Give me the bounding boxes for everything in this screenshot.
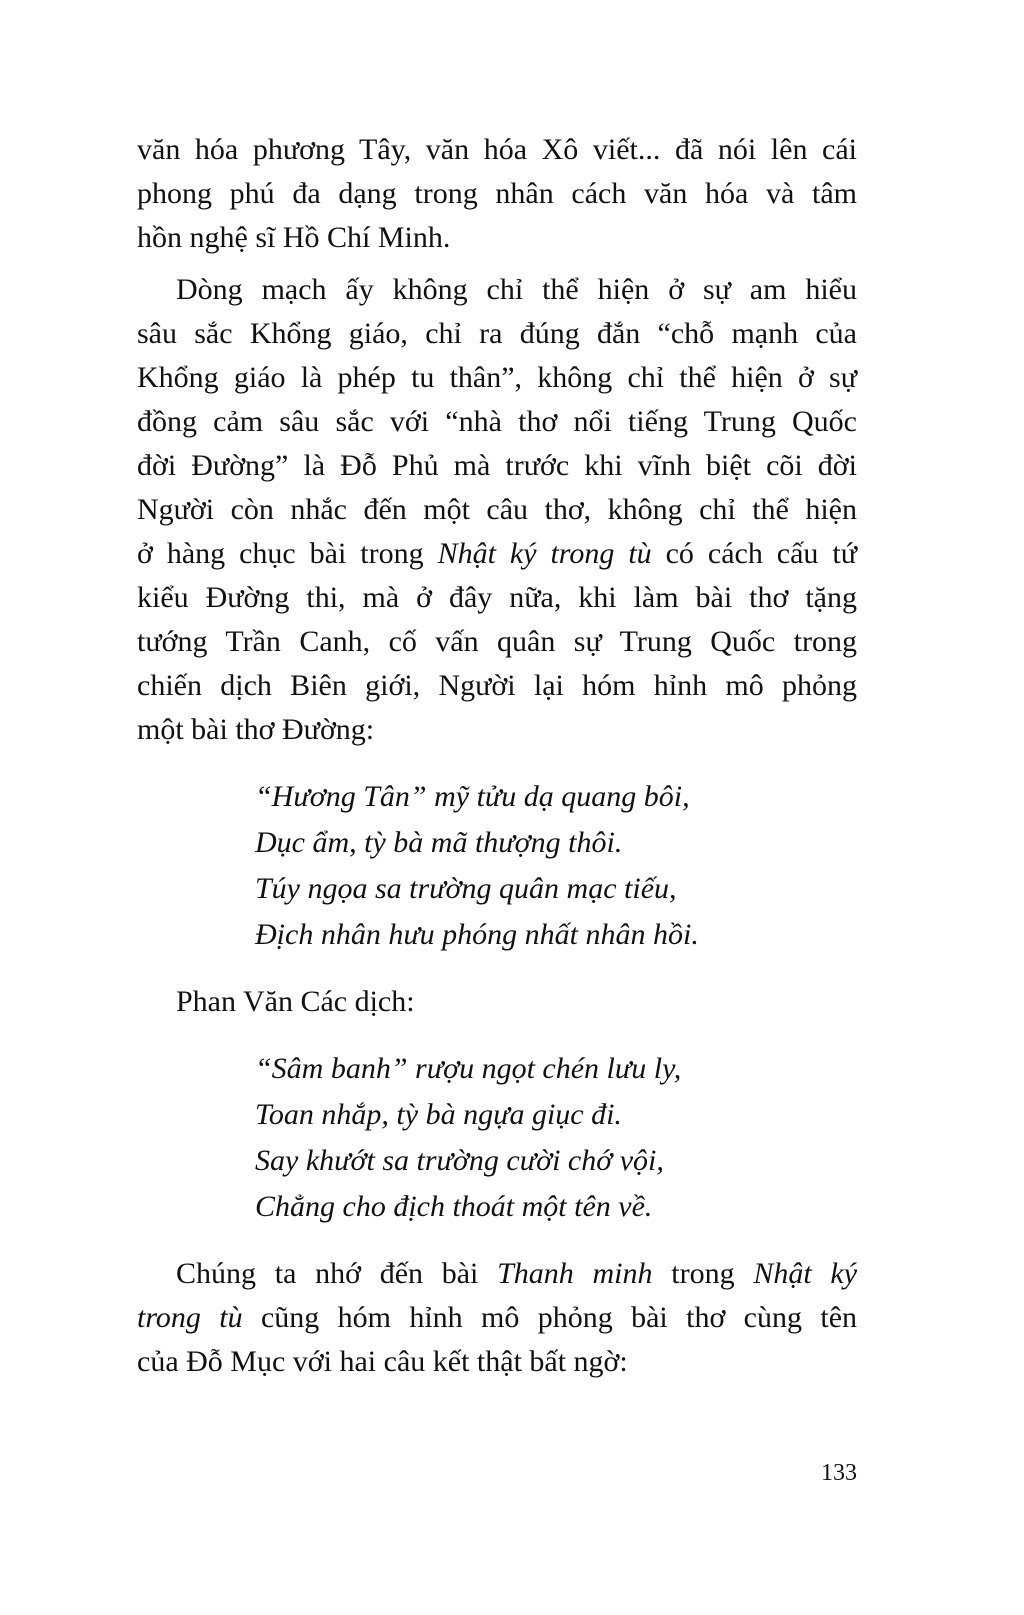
- text-line: [137, 216, 857, 260]
- block-spacer: [137, 1024, 857, 1046]
- text-line: [137, 1340, 857, 1384]
- poem-line: [255, 774, 857, 820]
- italic-title: Nhật ký trong tù: [437, 537, 652, 570]
- poem-line: [255, 1092, 857, 1138]
- text-segment: đời Đường” là Đỗ Phủ mà trước khi vĩnh biệt cõi đời: [137, 449, 857, 482]
- text-segment: của Đỗ Mục với hai câu kết thật bất ngờ:: [137, 1345, 628, 1378]
- text-segment: kiểu Đường thi, mà ở đây nữa, khi làm bài thơ tặng: [137, 581, 857, 614]
- text-segment: Túy ngọa sa trường quân mạc tiếu,: [255, 872, 677, 905]
- italic-title: trong tù: [137, 1301, 243, 1334]
- text-segment: Khổng giáo là phép tu thân”, không chỉ thể hiện ở sự: [137, 361, 857, 394]
- poem-stanza: [137, 1046, 857, 1230]
- text-line: [137, 312, 857, 356]
- text-segment: đồng cảm sâu sắc với “nhà thơ nổi tiếng Trung Quốc: [137, 405, 857, 438]
- text-segment: Phan Văn Các dịch:: [176, 985, 415, 1018]
- paragraph: [137, 128, 857, 260]
- text-segment: có cách cấu tứ: [651, 537, 857, 570]
- poem-line: [255, 912, 857, 958]
- text-segment: tướng Trần Canh, cố vấn quân sự Trung Quốc trong: [137, 625, 857, 658]
- text-segment: Toan nhắp, tỳ bà ngựa giục đi.: [255, 1098, 622, 1131]
- block-spacer: [137, 260, 857, 268]
- text-line: [137, 620, 857, 664]
- text-line: [137, 268, 857, 312]
- text-segment: Địch nhân hưu phóng nhất nhân hồi.: [255, 918, 699, 951]
- italic-title: Thanh minh: [497, 1257, 653, 1290]
- text-segment: hồn nghệ sĩ Hồ Chí Minh.: [137, 221, 451, 254]
- text-line: [137, 444, 857, 488]
- text-segment: Dục ẩm, tỳ bà mã thượng thôi.: [255, 826, 623, 859]
- text-segment: “Hương Tân” mỹ tửu dạ quang bôi,: [255, 780, 690, 813]
- text-line: [137, 576, 857, 620]
- text-line: [176, 980, 857, 1024]
- text-line: [137, 400, 857, 444]
- text-line: [137, 488, 857, 532]
- text-line: [137, 172, 857, 216]
- text-line: [137, 128, 857, 172]
- page-number: 133: [821, 1460, 857, 1486]
- poem-line: [255, 1184, 857, 1230]
- paragraph: [137, 268, 857, 752]
- text-segment: Chẳng cho địch thoát một tên về.: [255, 1190, 653, 1223]
- text-line: [137, 1296, 857, 1340]
- block-spacer: [137, 958, 857, 980]
- text-line: [137, 664, 857, 708]
- italic-title: Nhật ký: [753, 1257, 858, 1290]
- translation-label: [137, 980, 857, 1024]
- text-segment: Chúng ta nhớ đến bài: [176, 1257, 498, 1290]
- text-segment: sâu sắc Khổng giáo, chỉ ra đúng đắn “chỗ mạnh của: [137, 317, 857, 350]
- text-segment: một bài thơ Đường:: [137, 713, 375, 746]
- text-segment: Người còn nhắc đến một câu thơ, không chỉ thể hiện: [137, 493, 857, 526]
- text-line: [137, 1252, 857, 1296]
- text-line: [137, 532, 857, 576]
- text-segment: Dòng mạch ấy không chỉ thể hiện ở sự am hiểu: [176, 273, 857, 306]
- text-line: [137, 708, 857, 752]
- page-body: [137, 128, 857, 1384]
- text-segment: phong phú đa dạng trong nhân cách văn hóa và tâm: [137, 177, 857, 210]
- text-segment: văn hóa phương Tây, văn hóa Xô viết... đã nói lên cái: [137, 133, 857, 166]
- text-segment: Say khướt sa trường cười chớ vội,: [255, 1144, 664, 1177]
- text-segment: “Sâm banh” rượu ngọt chén lưu ly,: [255, 1052, 682, 1085]
- text-segment: trong: [652, 1257, 754, 1290]
- poem-line: [255, 866, 857, 912]
- poem-line: [255, 1046, 857, 1092]
- poem-line: [255, 1138, 857, 1184]
- text-line: [137, 356, 857, 400]
- text-segment: ở hàng chục bài trong: [137, 537, 438, 570]
- paragraph: [137, 1252, 857, 1384]
- text-segment: chiến dịch Biên giới, Người lại hóm hỉnh mô phỏng: [137, 669, 857, 702]
- text-segment: cũng hóm hỉnh mô phỏng bài thơ cùng tên: [242, 1301, 858, 1334]
- block-spacer: [137, 1230, 857, 1252]
- block-spacer: [137, 752, 857, 774]
- poem-stanza: [137, 774, 857, 958]
- poem-line: [255, 820, 857, 866]
